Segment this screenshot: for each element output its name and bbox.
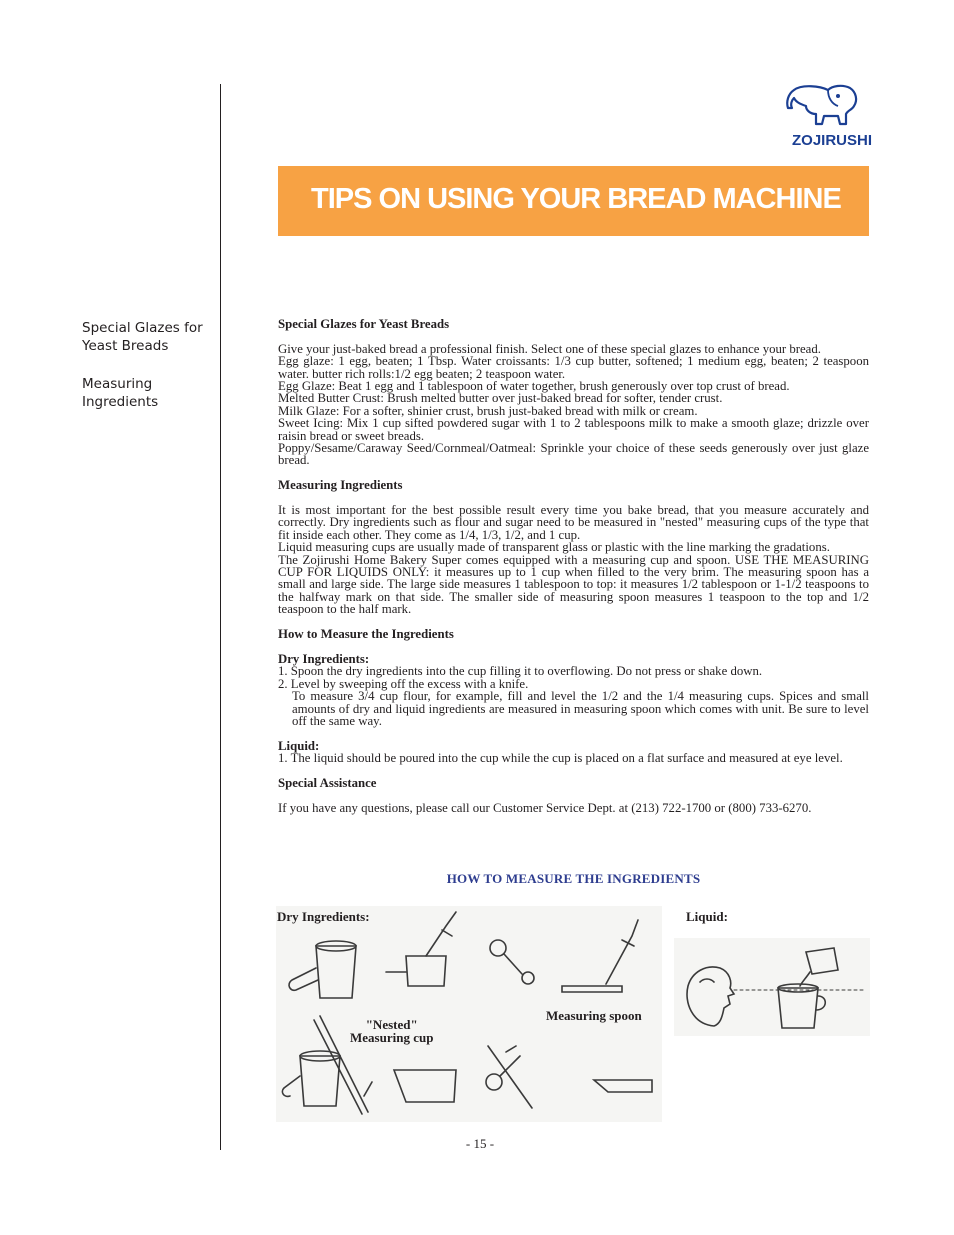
liquid-illustration <box>674 938 870 1036</box>
dry-step-2: 2. Level by sweeping off the excess with a knife. <box>278 676 529 691</box>
glaze-seed: Poppy/Sesame/Caraway Seed/Cornmeal/Oatmeal: Sprinkle your choice of these seeds generously over just glaze bread. <box>278 441 869 468</box>
figure-label-spoon: Measuring spoon <box>546 1008 642 1023</box>
page-title: TIPS ON USING YOUR BREAD MACHINE <box>311 183 841 215</box>
measuring-paragraph-1: It is most important for the best possible result every time you bake bread, that you measure accurately and correctly. Dry ingredients such as flour and sugar need to be measured in "nested" measuring cups of the type that fit inside each other. They come as 1/4, 1/3, 1/2, and 1 cup. <box>278 503 869 542</box>
main-content <box>278 318 869 814</box>
measuring-paragraph-3: The Zojirushi Home Bakery Super comes equipped with a measuring cup and spoon. USE THE MEASURING CUP FOR LIQUIDS ONLY: it measures up to 1 cup when filled to the very brim. The measuring spoon has a small and large side. The large side measures 1 tablespoon to top: it measures 1/2 tablespoon or 1-1/2 teaspoons to the halfway mark on that side. The smaller side of measuring spoon measures 1 teaspoon to the top and 1/2 teaspoon to the half mark. <box>278 552 869 617</box>
section-heading-assistance: Special Assistance <box>278 775 377 790</box>
margin-rule <box>220 84 221 1150</box>
glazes-intro: Give your just-baked bread a professional finish. Select one of these special glazes to enhance your bread. <box>278 341 821 356</box>
title-banner <box>278 166 869 236</box>
figure-label-nested-cup <box>350 1018 433 1044</box>
dry-heading: Dry Ingredients: <box>278 651 370 666</box>
brand-logo <box>776 80 872 152</box>
figure-label-nested-line-2: Measuring cup <box>350 1030 434 1045</box>
figure-label-nested-line-1: "Nested" <box>365 1017 418 1032</box>
glaze-egg: Egg glaze: 1 egg, beaten; 1 Tbsp. Water croissants: 1/3 cup butter, softened; 1 medium egg, beaten; 2 teaspoon water. butter rich rolls:1/2 egg beaten; 2 teaspoon water. <box>278 354 869 381</box>
brand-wordmark: ZOJIRUSHI <box>791 132 872 149</box>
glaze-milk: Milk Glaze: For a softer, shinier crust, brush just-baked bread with milk or cream. <box>278 403 698 418</box>
glaze-icing: Sweet Icing: Mix 1 cup sifted powdered sugar with 1 to 2 tablespoons milk to make a smooth glaze; drizzle over raisin bread or sweet breads. <box>278 416 869 443</box>
liquid-step-1: 1. The liquid should be poured into the cup while the cup is placed on a flat surface and measured at eye level. <box>278 751 843 766</box>
figure-label-dry: Dry Ingredients: <box>277 909 370 924</box>
page-number: - 15 - <box>465 1136 495 1151</box>
glaze-butter: Melted Butter Crust: Brush melted butter over just-baked bread for softer, tender crust. <box>278 391 723 406</box>
measuring-paragraph-2: Liquid measuring cups are usually made of transparent glass or plastic with the line marking the gradations. <box>278 540 830 555</box>
glaze-egg-2: Egg Glaze: Beat 1 egg and 1 tablespoon of water together, brush generously over top crust of bread. <box>278 379 790 394</box>
sidebar-item-measuring: Measuring Ingredients <box>82 376 159 410</box>
liquid-heading: Liquid: <box>278 738 320 753</box>
sidebar-item-special-glazes: Special Glazes for Yeast Breads <box>82 320 203 354</box>
section-heading-measuring: Measuring Ingredients <box>278 478 403 493</box>
dry-step-1: 1. Spoon the dry ingredients into the cup filling it to overflowing. Do not press or shake down. <box>278 664 763 679</box>
assistance-text: If you have any questions, please call our Customer Service Dept. at (213) 722-1700 or (800) 733-6270. <box>278 800 812 815</box>
section-heading-howto: How to Measure the Ingredients <box>278 627 454 642</box>
elephant-icon <box>776 80 872 132</box>
figure-title: HOW TO MEASURE THE INGREDIENTS <box>446 871 701 886</box>
figure-label-liquid: Liquid: <box>686 909 728 924</box>
dry-step-2-detail: To measure 3/4 cup flour, for example, fill and level the 1/2 and the 1/4 measuring cups. Spices and small amounts of dry and liquid ingredients are measured in measuring spoon which comes with unit. Be sure to level off the same way. <box>292 689 869 728</box>
section-heading-glazes: Special Glazes for Yeast Breads <box>278 317 450 331</box>
